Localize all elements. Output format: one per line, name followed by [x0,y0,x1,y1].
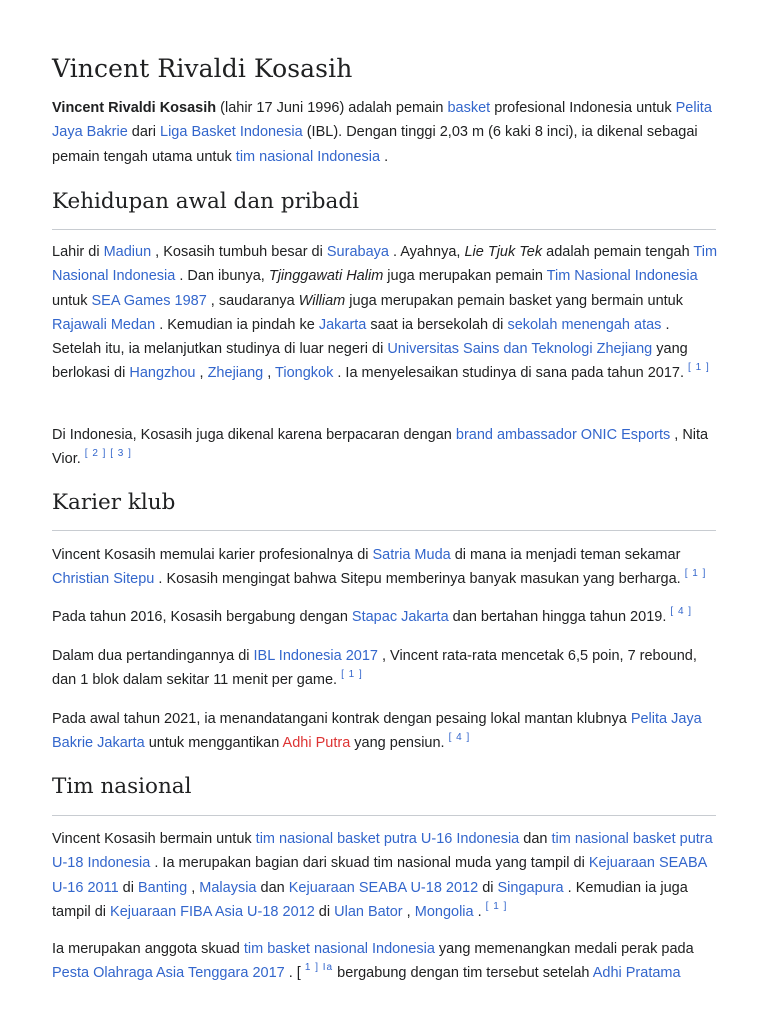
section-divider [52,530,716,531]
father-name: Lie Tjuk Tek [464,244,543,260]
citation-ref[interactable]: [ 1 ] [684,568,707,580]
text: , [187,879,200,896]
text: dan bertahan hingga tahun 2019. [448,609,671,625]
link-zhejiang[interactable]: Zhejiang [207,365,264,382]
text: . Dan ibunya, [175,268,269,285]
text: Lahir di [52,244,104,260]
text: , Vincent rata-rata mencetak 6,5 poin, 7 rebound, dan 1 blok dalam sekitar 11 menit per game. [52,648,697,689]
text: dari [127,124,161,141]
citation-ref[interactable]: [ 1 ] [341,669,363,681]
link-seaba-u16-2011[interactable]: Kejuaraan SEABA U-16 2011 [52,855,707,896]
link-sekolah-menengah-atas[interactable]: sekolah menengah atas [507,316,662,333]
text: saat ia bersekolah di [366,316,508,333]
section-heading-tim-nasional: Tim nasional [52,774,192,799]
citation-ref[interactable]: [ 1 ] [688,362,710,374]
intro-paragraph [52,96,718,169]
text: (IBL). Dengan tinggi 2,03 m (6 kaki 8 inci), ia dikenal sebagai pemain tengah utama untuk [52,124,698,165]
section-divider [52,229,716,230]
link-seaba-u18-2012[interactable]: Kejuaraan SEABA U-18 2012 [288,879,479,896]
text: yang memenangkan medali perak pada [434,941,694,957]
link-ibl-2017[interactable]: IBL Indonesia 2017 [253,648,378,664]
text: di [314,903,335,920]
link-ulan-bator[interactable]: Ulan Bator [334,903,403,920]
text: di mana ia menjadi teman sekamar [450,547,681,563]
citation-ref[interactable]: 1 ] Ia [304,962,334,974]
text: Ia merupakan anggota skuad [52,941,244,957]
link-singapura[interactable]: Singapura [497,879,564,896]
link-rajawali-medan[interactable]: Rajawali Medan [52,316,156,333]
text: , saudaranya [206,292,299,309]
link-malaysia[interactable]: Malaysia [199,879,257,896]
link-stapac-jakarta[interactable]: Stapac Jakarta [351,609,449,625]
link-universitas-zhejiang[interactable]: Universitas Sains dan Teknologi Zhejiang [387,341,653,358]
text: Di Indonesia, Kosasih juga dikenal karena berpacaran dengan [52,427,456,443]
link-adhi-pratama[interactable]: Adhi Pratama [592,965,681,982]
link-u18-team[interactable]: tim nasional basket putra U-18 Indonesia [52,831,713,872]
early-life-paragraph [52,240,718,386]
text: Vincent Kosasih bermain untuk [52,831,256,847]
section-heading-karier-klub: Karier klub [52,490,176,515]
link-liga-basket[interactable]: Liga Basket Indonesia [160,124,303,141]
link-tim-basket-nasional[interactable]: tim basket nasional Indonesia [243,941,435,957]
national-team-paragraph-2 [52,937,718,986]
text: Pada tahun 2016, Kosasih bergabung dengan [52,609,352,625]
text: bergabung dengan tim tersebut setelah [333,965,593,982]
link-pelita-jaya[interactable]: Pelita Jaya Bakrie [52,100,712,141]
citation-ref[interactable]: [ 2 ] [ 3 ] [84,448,132,460]
text: di [118,879,138,896]
text: Vincent Kosasih memulai karier profesionalnya di [52,547,373,563]
citation-ref[interactable]: [ 1 ] [485,900,508,912]
section-heading-kehidupan: Kehidupan awal dan pribadi [52,189,359,214]
link-banting[interactable]: Banting [137,879,188,896]
section-divider [52,815,716,816]
citation-ref[interactable]: [ 4 ] [670,606,693,617]
text: di [478,879,498,896]
subject-name: Vincent Rivaldi Kosasih [52,100,217,116]
personal-paragraph [52,423,718,472]
text: dan [256,879,289,896]
link-tiongkok[interactable]: Tiongkok [275,365,334,382]
text: . Kemudian ia juga tampil di [52,879,688,920]
mother-name: Tjinggawati Halim [268,268,384,285]
text: , [195,365,208,382]
link-adhi-putra[interactable]: Adhi Putra [282,735,351,752]
link-jakarta[interactable]: Jakarta [318,316,367,333]
text: . Setelah itu, ia melanjutkan studinya di luar negeri di [52,316,670,358]
text: juga merupakan pemain basket yang bermain untuk [345,292,683,309]
link-christian-sitepu[interactable]: Christian Sitepu [52,571,155,588]
text: , [263,365,276,382]
link-hangzhou[interactable]: Hangzhou [129,365,196,382]
text: , Nita Vior. [52,427,709,468]
link-tim-nasional-indonesia[interactable]: Tim Nasional Indonesia [52,244,718,285]
citation-ref[interactable]: [ 4 ] [448,732,471,744]
text: juga merupakan pemain [383,268,547,285]
page-title: Vincent Rivaldi Kosasih [52,54,353,83]
text: . [473,903,486,920]
text: . Kosasih mengingat bahwa Sitepu memberinya banyak masukan yang berharga. [154,571,685,588]
text: Pada awal tahun 2021, ia menandatangani kontrak dengan pesaing lokal mantan klubnya [52,711,631,727]
link-pelita-jaya-jakarta[interactable]: Pelita Jaya Bakrie Jakarta [52,711,702,752]
text: profesional Indonesia untuk [490,100,676,116]
club-paragraph-4 [52,707,718,756]
link-fiba-asia-u18-2012[interactable]: Kejuaraan FIBA Asia U-18 2012 [110,903,315,920]
text: . [380,148,389,165]
link-u16-team[interactable]: tim nasional basket putra U-16 Indonesia [255,831,520,847]
text: . Ayahnya, [388,244,465,260]
link-mongolia[interactable]: Mongolia [414,903,474,920]
link-sea-games-1987[interactable]: SEA Games 1987 [91,292,207,309]
text: Dalam dua pertandingannya di [52,648,254,664]
club-paragraph-3 [52,644,718,693]
link-madiun[interactable]: Madiun [103,244,152,260]
text: . Ia menyelesaikan studinya di sana pada tahun 2017. [333,365,689,382]
sibling-name: William [298,292,346,309]
national-team-paragraph-1 [52,827,718,924]
text: untuk menggantikan [144,735,283,752]
text: adalah pemain tengah [542,244,694,260]
text: . Kemudian ia pindah ke [155,316,319,333]
text: . [ [284,965,305,982]
text: untuk [52,292,92,309]
link-basket[interactable]: basket [447,100,491,116]
club-paragraph-1 [52,543,718,592]
link-onic-esports[interactable]: brand ambassador ONIC Esports [455,427,671,443]
club-paragraph-2 [52,605,718,629]
link-surabaya[interactable]: Surabaya [326,244,389,260]
text: (lahir 17 Juni 1996) adalah pemain [216,100,448,116]
text: dan [519,831,552,847]
text: , [402,903,415,920]
text: yang berlokasi di [52,341,688,382]
text: , Kosasih tumbuh besar di [151,244,327,260]
text: . Ia merupakan bagian dari skuad tim nasional muda yang tampil di [150,855,589,872]
link-tim-nasional-indonesia-2[interactable]: Tim Nasional Indonesia [546,268,698,285]
link-satria-muda[interactable]: Satria Muda [372,547,451,563]
text: yang pensiun. [350,735,449,752]
link-tim-nasional[interactable]: tim nasional Indonesia [235,148,381,165]
link-sea-games-2017[interactable]: Pesta Olahraga Asia Tenggara 2017 [52,965,285,982]
